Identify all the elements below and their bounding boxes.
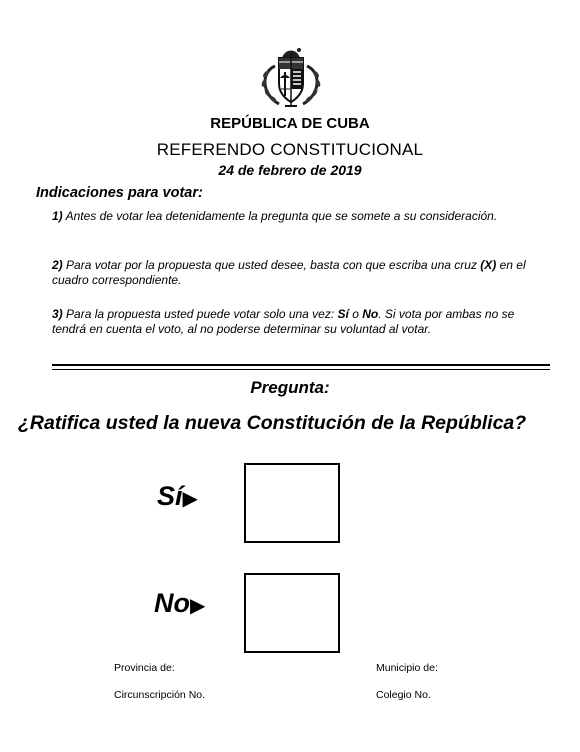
instruction-number: 2) bbox=[52, 258, 63, 272]
option-label: No bbox=[154, 588, 190, 618]
instruction-item-3 bbox=[52, 307, 550, 337]
instruction-text: Antes de votar lea detenidamente la pregunta que se somete a su consideración. bbox=[65, 209, 498, 223]
referendum-title: REFERENDO CONSTITUCIONAL bbox=[156, 140, 424, 159]
option-label: Sí bbox=[157, 481, 183, 511]
option-yes-label bbox=[157, 481, 198, 512]
coat-of-arms-seal bbox=[255, 44, 327, 110]
province-field-label: Provincia de: bbox=[114, 662, 175, 674]
municipality-field-label: Municipio de: bbox=[376, 662, 438, 674]
instruction-item-2 bbox=[52, 258, 550, 288]
divider-thick bbox=[52, 364, 550, 366]
instructions-heading: Indicaciones para votar: bbox=[36, 185, 203, 201]
divider-thin bbox=[52, 369, 550, 370]
instruction-item-1 bbox=[52, 209, 550, 224]
arrow-right-icon: ▶ bbox=[190, 595, 206, 617]
option-no-label bbox=[154, 588, 205, 619]
district-field-label: Circunscripción No. bbox=[114, 689, 206, 701]
cross-mark-text: (X) bbox=[480, 258, 497, 272]
instruction-text: Para la propuesta usted puede votar solo una vez: bbox=[66, 307, 338, 321]
instruction-number: 3) bbox=[52, 307, 63, 321]
polling-station-field-label: Colegio No. bbox=[376, 689, 431, 701]
instruction-text: en el cuadro correspondiente. bbox=[52, 258, 526, 287]
country-title: REPÚBLICA DE CUBA bbox=[210, 115, 370, 132]
arrow-right-icon: ▶ bbox=[182, 488, 198, 510]
instruction-text: Para votar por la propuesta que usted desee, basta con que escriba una cruz bbox=[66, 258, 481, 272]
yes-word: Sí bbox=[337, 307, 349, 321]
referendum-question: ¿Ratifica usted la nueva Constitución de la República? bbox=[18, 412, 527, 434]
instruction-text: . Si vota por ambas no se tendrá en cuenta el voto, al no poderse determinar su voluntad al votar. bbox=[52, 307, 515, 336]
question-heading: Pregunta: bbox=[250, 378, 330, 397]
vote-box-yes[interactable] bbox=[244, 463, 340, 543]
vote-box-no[interactable] bbox=[244, 573, 340, 653]
referendum-date: 24 de febrero de 2019 bbox=[218, 162, 362, 178]
instruction-text: o bbox=[348, 307, 363, 321]
no-word: No bbox=[362, 307, 379, 321]
instruction-number: 1) bbox=[52, 209, 63, 223]
